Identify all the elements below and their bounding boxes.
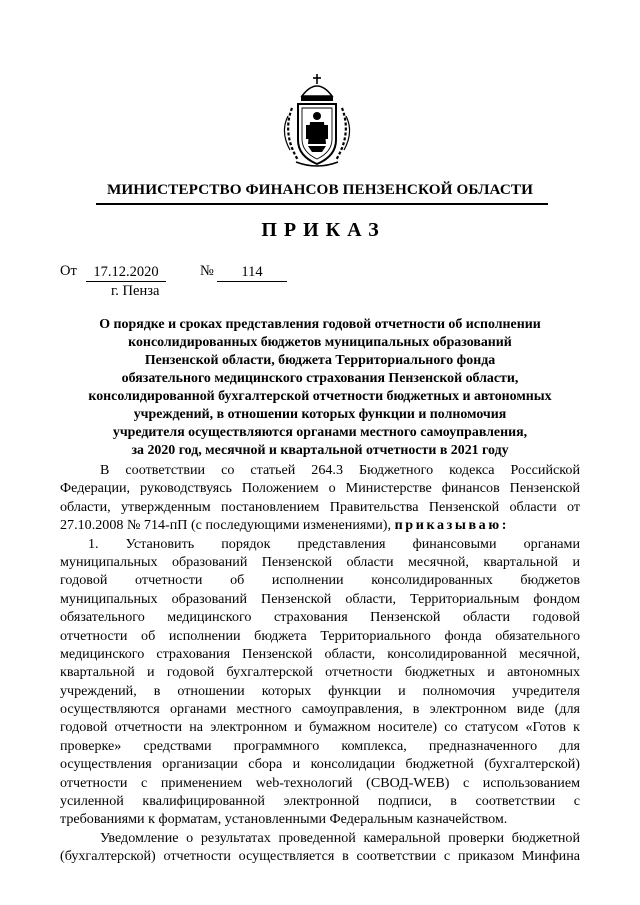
header-divider bbox=[96, 203, 548, 205]
body-line: отчетности с применением web-технологий (СВОД-WEB) с использованием bbox=[60, 774, 580, 791]
document-type-heading: ПРИКАЗ bbox=[261, 219, 386, 241]
coat-of-arms-emblem bbox=[278, 70, 356, 170]
title-line: за 2020 год, месячной и квартальной отчетности в 2021 году bbox=[131, 443, 509, 458]
body-line: медицинского страхования Пензенской области, консолидированной месячной, bbox=[60, 645, 580, 662]
body-line: обязательного медицинского страхования Пензенской области годовой bbox=[60, 609, 580, 626]
body-line: области, утвержденным постановлением Правительства Пензенской области от bbox=[60, 498, 580, 515]
body-line: квартальной и годовой бухгалтерской отчетности бюджетных и автономных bbox=[60, 664, 580, 681]
body-line: 1. Установить порядок представления финансовыми органами bbox=[88, 535, 580, 552]
body-line: годовой отчетности на электронном и бумажном носителе) со статусом «Готов к bbox=[60, 719, 580, 736]
body-line: требованиями к форматам, установленными Федеральным казначейством. bbox=[60, 811, 508, 828]
title-line: О порядке и сроках представления годовой отчетности об исполнении bbox=[99, 317, 541, 332]
order-body bbox=[60, 461, 580, 866]
order-date: 17.12.2020 bbox=[86, 263, 166, 282]
ministry-name: МИНИСТЕРСТВО ФИНАНСОВ ПЕНЗЕНСКОЙ ОБЛАСТИ bbox=[106, 181, 534, 198]
title-line: обязательного медицинского страхования Пензенской области, bbox=[121, 371, 519, 386]
body-line: проверке» средствами программного комплекса, предназначенного для bbox=[60, 737, 580, 754]
title-line: Пензенской области, бюджета Территориального фонда bbox=[144, 353, 496, 368]
body-line: (бухгалтерской) отчетности осуществляется в соответствии с приказом Минфина bbox=[60, 848, 580, 865]
title-line: консолидированной бухгалтерской отчетности бюджетных и автономных bbox=[88, 389, 552, 404]
body-line: осуществления организации сбора и консолидации бюджетной (бухгалтерской) bbox=[60, 756, 580, 773]
order-city: г. Пенза bbox=[111, 283, 160, 299]
order-title bbox=[60, 316, 580, 460]
body-line: отчетности об исполнении бюджета Территориального фонда обязательного bbox=[60, 627, 580, 644]
title-line: консолидированных бюджетов муниципальных образований bbox=[128, 335, 512, 350]
title-line: учредителя осуществляются органами местного самоуправления, bbox=[112, 425, 528, 440]
body-line: Федерации, руководствуясь Положением о Министерстве финансов Пензенской bbox=[60, 480, 580, 497]
order-number: 114 bbox=[217, 263, 287, 282]
body-line bbox=[60, 516, 580, 534]
body-line: усиленной квалифицированной электронной подписи, в соответствии с bbox=[60, 793, 580, 810]
date-label: От bbox=[60, 263, 77, 279]
body-line: В соответствии со статьей 264.3 Бюджетного кодекса Российской bbox=[100, 462, 580, 478]
title-line: учреждений, в отношении которых функции и полномочия bbox=[133, 407, 507, 422]
body-line: учреждений, в отношении которых функции и полномочия учредителя bbox=[60, 682, 580, 699]
command-word: приказываю: bbox=[394, 517, 509, 534]
body-line: Уведомление о результатах проведенной камеральной проверки бюджетной bbox=[100, 829, 580, 846]
body-line: годовой отчетности об исполнении консолидированных бюджетов bbox=[60, 572, 580, 589]
body-line: муниципальных образований Пензенской области месячной, квартальной и bbox=[60, 553, 580, 570]
body-line: осуществляются органами местного самоуправления, в электронном виде (для bbox=[60, 701, 580, 718]
number-label: № bbox=[200, 263, 214, 279]
body-line: муниципальных образований Пензенской области, Территориальным фондом bbox=[60, 590, 580, 607]
body-text: 27.10.2008 № 714-пП (с последующими изменениями), bbox=[60, 517, 392, 534]
